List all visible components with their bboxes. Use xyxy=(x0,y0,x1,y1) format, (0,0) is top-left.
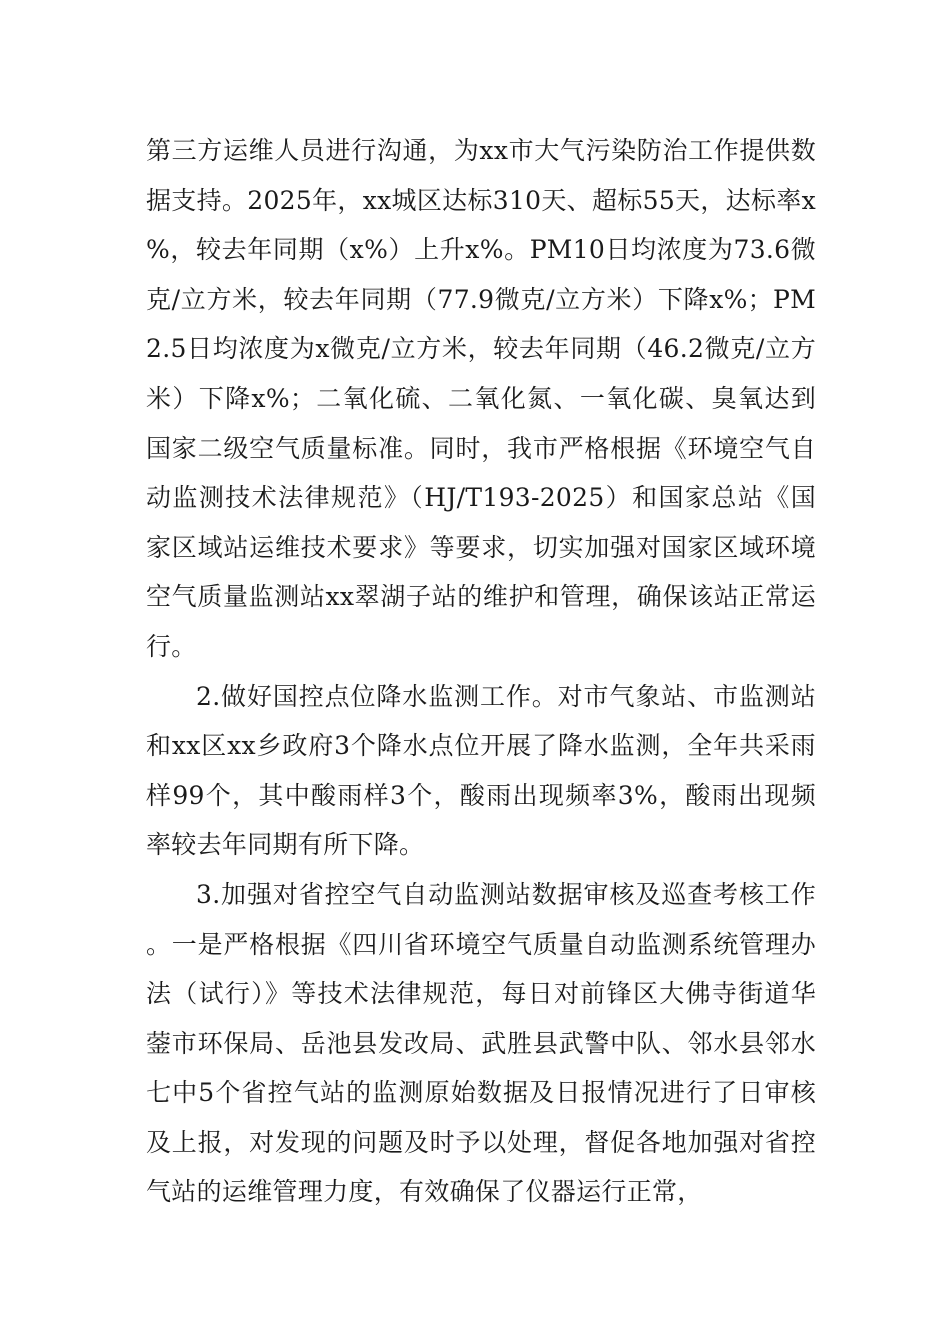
paragraph-continued: 第三方运维人员进行沟通，为xx市大气污染防治工作提供数据支持。2025年，xx城区达标310天、超标55天，达标率x%，较去年同期（x%）上升x%。PM10日均浓度为73.6微克/立方米，较去年同期（77.9微克/立方米）下降x%；PM2.5日均浓度为x微克/立方米，较去年同期（46.2微克/立方米）下降x%；二氧化硫、二氧化氮、一氧化碳、臭氧达到国家二级空气质量标准。同时，我市严格根据《环境空气自动监测技术法律规范》（HJ/T193-2025）和国家总站《国家区域站运维技术要求》等要求，切实加强对国家区域环境空气质量监测站xx翠湖子站的维护和管理，确保该站正常运行。 xyxy=(146,136,816,661)
paragraph-item-2: 2.做好国控点位降水监测工作。对市气象站、市监测站和xx区xx乡政府3个降水点位开展了降水监测，全年共采雨样99个，其中酸雨样3个，酸雨出现频率3%，酸雨出现频率较去年同期有所下降。 xyxy=(146,681,816,860)
document-body xyxy=(146,126,816,1217)
paragraph-item-3: 3.加强对省控空气自动监测站数据审核及巡查考核工作。一是严格根据《四川省环境空气质量自动监测系统管理办法（试行）》等技术法律规范，每日对前锋区大佛寺街道华蓥市环保局、岳池县发改局、武胜县武警中队、邻水县邻水七中5个省控气站的监测原始数据及日报情况进行了日审核及上报，对发现的问题及时予以处理，督促各地加强对省控气站的运维管理力度，有效确保了仪器运行正常， xyxy=(146,879,816,1207)
